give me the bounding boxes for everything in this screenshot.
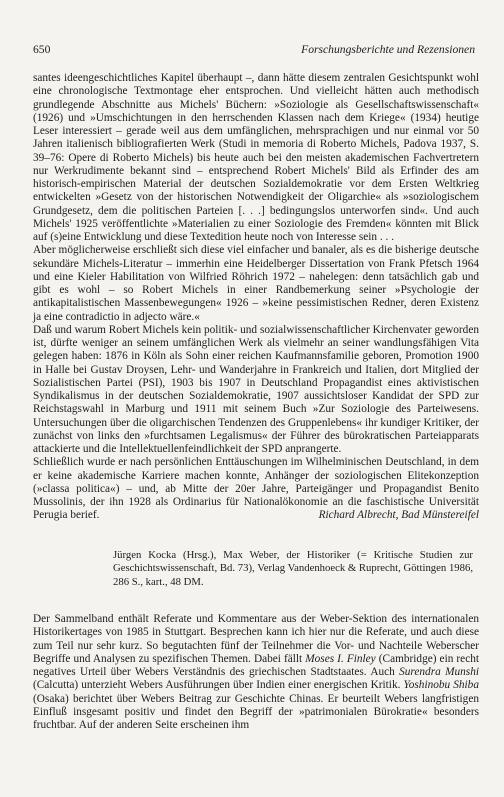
author-name: Yoshinobu Shiba — [403, 679, 479, 692]
bibliographic-entry: Jürgen Kocka (Hrsg.), Max Weber, der Historiker (= Kritische Studien zur Geschichtswissenschaft, Bd. 73), Verlag Vandenhoeck & Ruprecht, Göttingen 1986, 286 S., kart., 48 DM. — [113, 549, 473, 588]
paragraph — [33, 613, 479, 733]
author-name: Moses I. Finley — [305, 652, 376, 665]
review-kocka — [33, 613, 479, 733]
text-run: (Osaka) berichtet über Webers Beitrag zur Geschichte Chinas. Er beurteilt Webers langfristigen Einfluß insgesamt positiv und findet den Begriff der »patrimonialen Bürokratie« besonders fruchtbar. Auf der anderen Seite erscheinen ihm — [33, 692, 479, 732]
paragraph-text: Schließlich wurde er nach persönlichen Enttäuschungen im Wilhelminischen Deutschland, in dem er keine akademische Karriere machen konnte, Anhänger der soziologischen Elitekonzeption (»classa politica«) – und, ab Mitte der 20er Jahre, Parteigänger und Propagandist Benito Mussolinis, der ihn 1928 als Ordinarius für Nationalökonomie an die faschistische Universität Perugia berief. — [33, 456, 479, 522]
paragraph-with-signature — [33, 456, 479, 522]
author-name: Surendra Munshi — [399, 666, 479, 679]
page-header — [33, 42, 475, 58]
page-number: 650 — [33, 43, 51, 56]
paragraph: santes ideengeschichtliches Kapitel überhaupt –, dann hätte diesem zentralen Gesichtspunkt wohl eine chronologische Textmontage eher entsprochen. Und vielleicht hätten auch methodisch grundlegende Abschnitte aus Michels' Büchern: »Soziologie als Gesellschaftswissenschaft« (1926) und »Umschichtungen in den herrschenden Klassen nach dem Kriege« (1934) heutige Leser interessiert – gerade weil aus dem umfänglichen, mehrsprachigen und nur einmal vor 50 Jahren italienisch bibliografierten Werk (Studi in memoria di Roberto Michels, Padova 1937, S. 39–76: Opere di Roberto Michels) bis heute auch bei den meisten akademischen Fachvertretern nur Werkrudimente bekannt sind – entsprechend Robert Michels' Bild als Erfinder des am historisch-empirischen Material der deutschen Sozialdemokratie vor dem Ersten Weltkrieg entwickelten »Gesetz von der historischen Notwendigkeit der Oligarchie« als »soziologischem Grundgesetz, dem die politischen Parteien [. . .] bedingungslos unterworfen sind«. Und auch Michels' 1925 veröffentlichte »Materialien zu einer Soziologie des Fremden« könnten mit Blick auf (s)eine Entwicklung und diese Textedition heute noch von Interesse sein . . . — [33, 72, 479, 243]
text-run: (Cambridge) ein recht negatives Urteil über Webers Verständnis des griechischen Stadtstaates. Auch — [33, 652, 479, 679]
paragraph: Daß und warum Robert Michels kein politik- und sozialwissenschaftlicher Kirchenvater geworden ist, dürfte weniger an seinem umfänglichen Werk als vielmehr an seiner wandlungsfähigen Vita gelegen haben: 1876 in Köln als Sohn einer reichen Kaufmannsfamilie geboren, Promotion 1900 in Halle bei Gustav Droysen, Lehr- und Wanderjahre in Frankreich und Italien, dort Mitglied der Sozialistischen Partei (PSI), 1903 bis 1907 in Deutschland Propagandist eines aktivistischen Syndikalismus in der deutschen Sozialdemokratie, 1907 aussichtsloser Kandidat der SPD zur Reichstagswahl in Marburg und 1911 mit seinem Buch »Zur Soziologie des Parteiwesens. Untersuchungen über die oligarchischen Tendenzen des Gruppenlebens« ihr kundiger Kritiker, der zunächst von links den »furchtsamen Legalismus« der Führer des bürokratischen Parteiapparats attackierte und die Intellektuellenfeindlichkeit der SPD anprangerte. — [33, 323, 479, 455]
paragraph: Aber möglicherweise erschließt sich diese viel einfacher und banaler, als es die bisherige deutsche sekundäre Michels-Literatur – immerhin eine Heidelberger Dissertation von Frank Pfetsch 1964 und eine Kieler Habilitation von Wilfried Röhrich 1972 – nahelegen: denn tatsächlich gab und gibt es wohl – so Robert Michels in einer Randbemerkung seiner »Psychologie der antikapitalistischen Massenbewegungen« 1926 – »keine pessimistischen Redner, deren Existenz ja eine contradictio in adjecto wäre.« — [33, 244, 479, 323]
review-albrecht — [33, 72, 479, 523]
running-head: Forschungsberichte und Rezensionen — [301, 43, 475, 56]
text-run: Der Sammelband enthält Referate und Kommentare aus der Weber-Sektion des internationalen Historikertages von 1985 in Stuttgart. Besprechen kann ich hier nur die Referate, und auch diese zum Teil nur sehr kurz. So begutachten fünf der Teilnehmer die Vor- und Nachteile Weberscher Begriffe und Analysen zu spezifischen Themen. Dabei fällt — [33, 613, 479, 665]
text-run: (Calcutta) unterzieht Webers Ausführungen über Indien einer energischen Kritik. — [33, 679, 404, 692]
reviewer-signature: Richard Albrecht, Bad Münstereifel — [318, 509, 479, 522]
